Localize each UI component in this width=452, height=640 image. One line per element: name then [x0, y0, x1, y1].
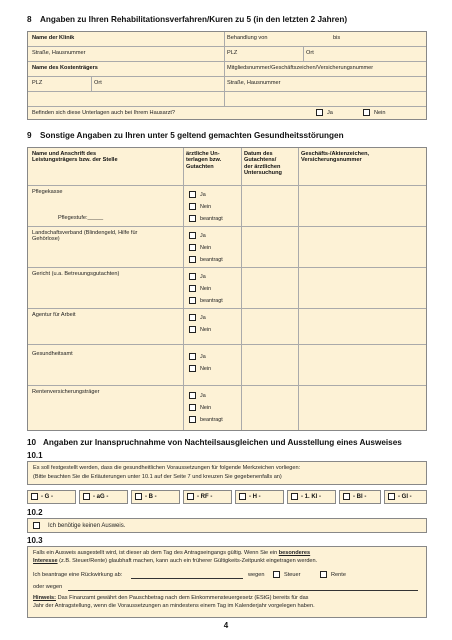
- section-9-table: [27, 147, 427, 431]
- checkbox-icon[interactable]: [189, 203, 196, 210]
- section-8-number: 8: [27, 15, 32, 24]
- gericht-nein[interactable]: Nein: [189, 285, 211, 293]
- wegen-label: wegen: [248, 572, 265, 578]
- subsection-10-3-label: 10.3: [27, 536, 43, 545]
- behandlung-field[interactable]: Behandlung von: [227, 35, 268, 41]
- subsection-10-2-box: [27, 518, 427, 533]
- rentenversicherung-nein[interactable]: Nein: [189, 404, 211, 412]
- checkbox-icon[interactable]: [187, 493, 194, 500]
- merkzeichen-gl[interactable]: - Gl -: [384, 490, 427, 504]
- checkbox-icon[interactable]: [83, 493, 90, 500]
- klinik-field[interactable]: Name der Klinik: [32, 35, 75, 41]
- col-header-stelle: Name und Anschrift des Leistungsträgers bzw. der Stelle: [32, 151, 118, 164]
- steuer-option[interactable]: Steuer: [273, 571, 300, 578]
- plz-field[interactable]: PLZ: [227, 50, 238, 56]
- strasse-field[interactable]: Straße, Hausnummer: [32, 50, 86, 56]
- section-9-number: 9: [27, 131, 32, 140]
- subsection-10-3-box: [27, 546, 427, 618]
- checkbox-icon[interactable]: [291, 493, 298, 500]
- rente-option[interactable]: Rente: [320, 571, 346, 578]
- checkbox-icon[interactable]: [189, 297, 196, 304]
- subsection-10-2-label: 10.2: [27, 508, 43, 517]
- row-pflegekasse-name: Pflegekasse: [32, 189, 63, 195]
- checkbox-icon[interactable]: [189, 285, 196, 292]
- checkbox-icon[interactable]: [363, 109, 370, 116]
- row-landschaftsverband-name: Landschaftsverband (Blindengeld, Hilfe für Gehörlose): [32, 230, 138, 243]
- checkbox-icon[interactable]: [189, 392, 196, 399]
- hinweis-text-1: Hinweis: Das Finanzamt gewährt den Pauschbetrag nach dem Einkommensteuergesetz (EStG) bereits für das: [33, 595, 309, 601]
- checkbox-icon[interactable]: [239, 493, 246, 500]
- section-8-heading: [27, 15, 347, 24]
- bis-field[interactable]: bis: [333, 35, 341, 41]
- pflegestufe-field[interactable]: Pflegestufe:_____: [58, 215, 104, 221]
- checkbox-icon[interactable]: [189, 244, 196, 251]
- section-10-title: Angaben zur Inanspruchnahme von Nachteilsausgleichen und Ausstellung eines Ausweises: [43, 438, 402, 447]
- section-8-title: Angaben zu Ihren Rehabilitationsverfahren/Kuren zu 5 (in den letzten 2 Jahren): [40, 15, 348, 24]
- merkzeichen-ag[interactable]: - aG -: [79, 490, 128, 504]
- ort-field[interactable]: Ort: [306, 50, 314, 56]
- checkbox-icon[interactable]: [189, 416, 196, 423]
- mitgliedsnr-field[interactable]: Mitgliedsnummer/Geschäftszeichen/Versicherungsnummer: [227, 65, 374, 71]
- checkbox-icon[interactable]: [31, 493, 38, 500]
- pflegekasse-nein[interactable]: Nein: [189, 203, 211, 211]
- col-header-datum: Datum des Gutachtens/ der ärztlichen Untersuchung: [244, 151, 282, 177]
- landschaftsverband-nein[interactable]: Nein: [189, 244, 211, 252]
- row-rentenversicherung-name: Rentenversicherungsträger: [32, 389, 100, 395]
- col-header-aktenzeichen: Geschäfts-/Aktenzeichen, Versicherungsnummer: [301, 151, 370, 164]
- section-9-title: Sonstige Angaben zu Ihren unter 5 geltend gemachten Gesundheitsstörungen: [40, 131, 344, 140]
- oder-wegen-input[interactable]: [68, 590, 418, 591]
- checkbox-icon[interactable]: [189, 256, 196, 263]
- checkbox-icon[interactable]: [189, 273, 196, 280]
- col-header-unterlagen: ärztliche Un- terlagen bzw. Gutachten: [186, 151, 222, 170]
- checkbox-icon[interactable]: [189, 232, 196, 239]
- subsection-10-1-label: 10.1: [27, 451, 43, 460]
- page-number: 4: [223, 621, 229, 630]
- merkzeichen-intro: Es soll festgestellt werden, dass die gesundheitlichen Voraussetzungen für folgende Merkzeichen vorliegen:: [33, 465, 301, 471]
- agentur-ja[interactable]: Ja: [189, 314, 206, 322]
- strasse2-field[interactable]: Straße, Hausnummer: [227, 80, 281, 86]
- rentenversicherung-beantragt[interactable]: beantragt: [189, 416, 223, 424]
- pflegekasse-beantragt[interactable]: beantragt: [189, 215, 223, 223]
- merkzeichen-b[interactable]: - B -: [131, 490, 180, 504]
- row-agentur-name: Agentur für Arbeit: [32, 312, 76, 318]
- merkzeichen-hint: (Bitte beachten Sie die Erläuterungen unter 10.1 auf der Seite 7 und kreuzen Sie gegebenenfalls an): [33, 474, 282, 480]
- section-10-number: 10: [27, 438, 37, 447]
- gericht-ja[interactable]: Ja: [189, 273, 206, 281]
- subsection-10-1-box: [27, 461, 427, 485]
- landschaftsverband-ja[interactable]: Ja: [189, 232, 206, 240]
- checkbox-icon[interactable]: [189, 314, 196, 321]
- row-gesundheitsamt-name: Gesundheitsamt: [32, 351, 73, 357]
- checkbox-icon[interactable]: [189, 404, 196, 411]
- checkbox-icon[interactable]: [273, 571, 280, 578]
- gesundheitsamt-ja[interactable]: Ja: [189, 353, 206, 361]
- hinweis-text-2: Jahr der Antragstellung, wenn die Voraussetzungen an mindestens einem Tag im Kalenderjahr vorgelegen haben.: [33, 603, 315, 609]
- hausarzt-nein-option[interactable]: Nein: [363, 109, 386, 116]
- section-9-heading: [27, 131, 344, 140]
- checkbox-icon[interactable]: [135, 493, 142, 500]
- row-gericht-name: Gericht (u.a. Betreuungsgutachten): [32, 271, 120, 277]
- kostentraeger-field[interactable]: Name des Kostenträgers: [32, 65, 98, 71]
- checkbox-icon[interactable]: [343, 493, 350, 500]
- kein-ausweis-option[interactable]: Ich benötige keinen Ausweis.: [33, 522, 125, 529]
- merkzeichen-rf[interactable]: - RF -: [183, 490, 232, 504]
- rueckwirkung-date-input[interactable]: [131, 578, 243, 579]
- rentenversicherung-ja[interactable]: Ja: [189, 392, 206, 400]
- agentur-nein[interactable]: Nein: [189, 326, 211, 334]
- gueltigkeit-text-1: Falls ein Ausweis ausgestellt wird, ist dieser ab dem Tag des Antragseingangs gültig. Wenn Sie ein besonderes: [33, 550, 311, 556]
- section-10-heading: [27, 438, 402, 447]
- section-8-box: [27, 31, 427, 120]
- rueckwirkung-label: Ich beantrage eine Rückwirkung ab:: [33, 572, 123, 578]
- checkbox-icon[interactable]: [388, 493, 395, 500]
- checkbox-icon[interactable]: [189, 326, 196, 333]
- merkzeichen-g[interactable]: - G -: [27, 490, 76, 504]
- merkzeichen-1kl[interactable]: - 1. Kl -: [287, 490, 336, 504]
- hausarzt-ja-option[interactable]: Ja: [316, 109, 333, 116]
- checkbox-icon[interactable]: [189, 191, 196, 198]
- checkbox-icon[interactable]: [189, 365, 196, 372]
- gueltigkeit-text-2: Interesse (z.B. Steuer/Rente) glaubhaft machen, kann auch ein früherer Gültigkeits-Zeitpunkt eingetragen werden.: [33, 558, 318, 564]
- checkbox-icon[interactable]: [189, 353, 196, 360]
- checkbox-icon[interactable]: [33, 522, 40, 529]
- merkzeichen-h[interactable]: - H -: [235, 490, 284, 504]
- ort2-field[interactable]: Ort: [94, 80, 102, 86]
- landschaftsverband-beantragt[interactable]: beantragt: [189, 256, 223, 264]
- oder-wegen-label: oder wegen: [33, 584, 63, 590]
- checkbox-icon[interactable]: [316, 109, 323, 116]
- hausarzt-question: Befinden sich diese Unterlagen auch bei Ihrem Hausarzt?: [32, 110, 176, 116]
- checkbox-icon[interactable]: [320, 571, 327, 578]
- plz2-field[interactable]: PLZ: [32, 80, 43, 86]
- gericht-beantragt[interactable]: beantragt: [189, 297, 223, 305]
- checkbox-icon[interactable]: [189, 215, 196, 222]
- merkzeichen-bl[interactable]: - Bl -: [339, 490, 381, 504]
- pflegekasse-ja[interactable]: Ja: [189, 191, 206, 199]
- gesundheitsamt-nein[interactable]: Nein: [189, 365, 211, 373]
